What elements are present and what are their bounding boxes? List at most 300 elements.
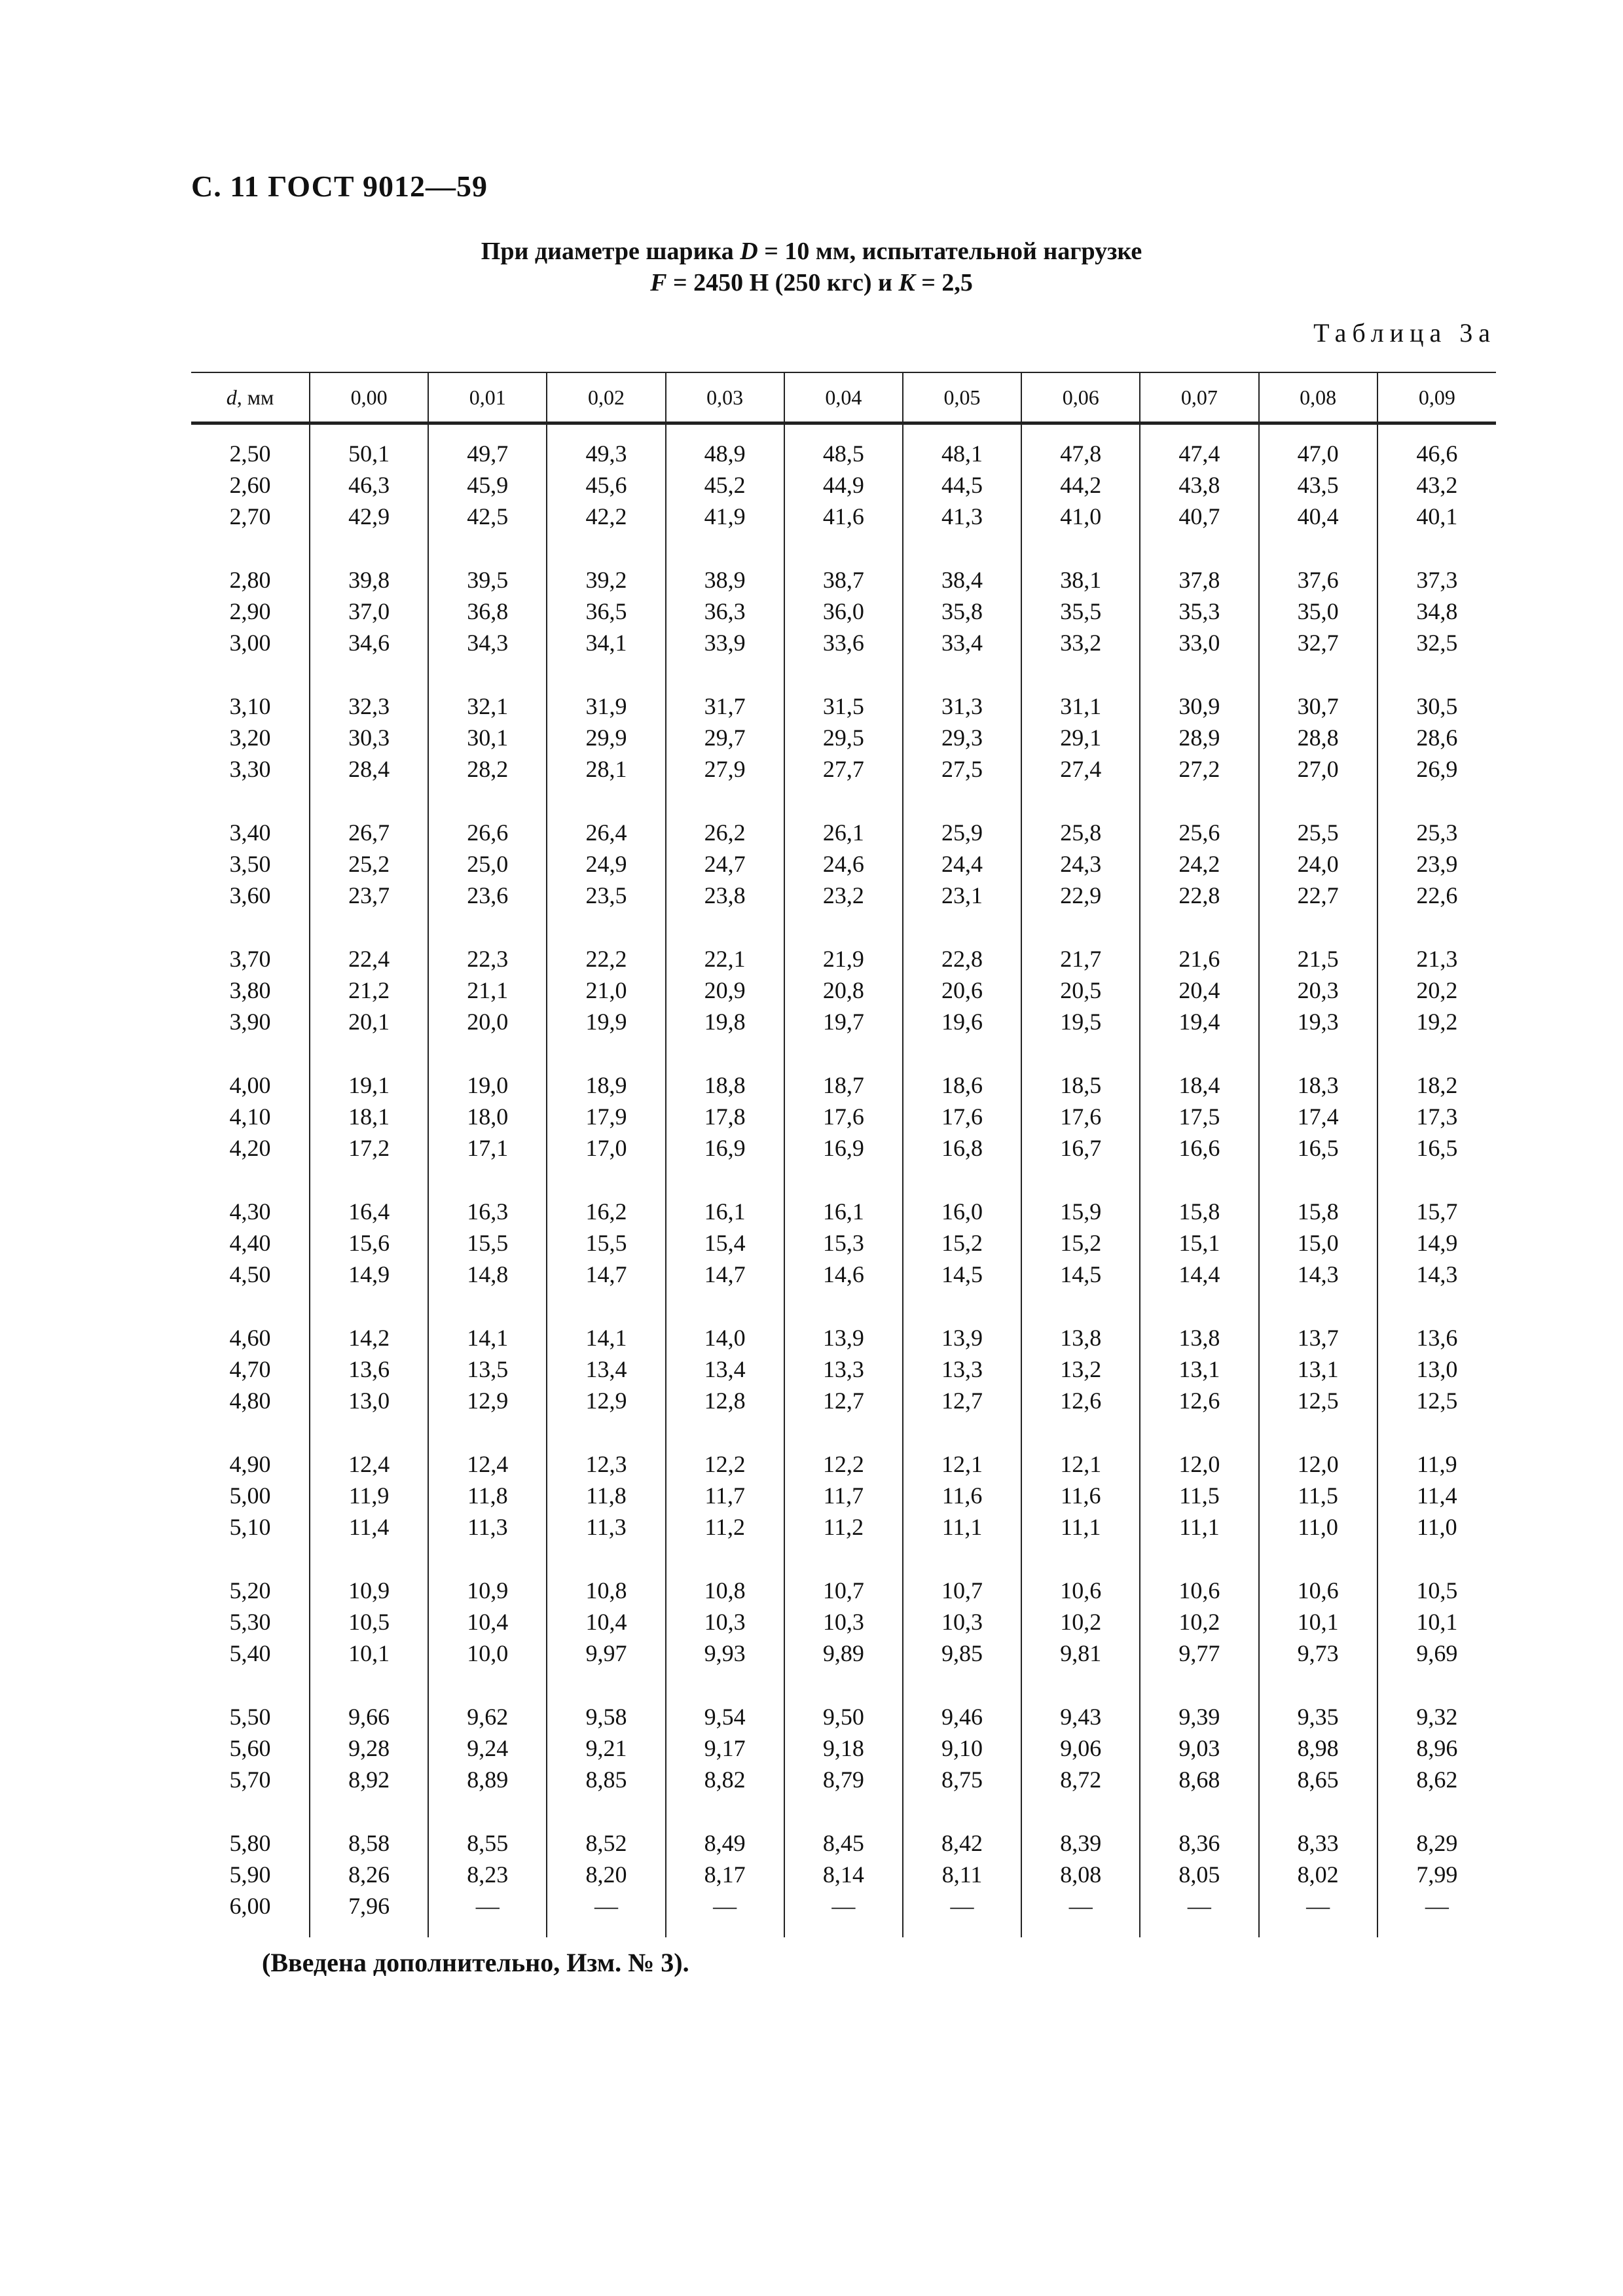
table-cell: 33,2	[1021, 627, 1140, 658]
row-label-cell: 5,90	[229, 1861, 271, 1888]
column-header: 0,05	[903, 372, 1021, 423]
table-cell: 15,9	[1021, 1196, 1140, 1227]
table-cell: 16,6	[1140, 1132, 1258, 1164]
table-cell: 15,5	[428, 1227, 547, 1259]
table-cell: 16,9	[666, 1132, 784, 1164]
table-cell: 13,4	[547, 1354, 665, 1385]
table-cell: 9,69	[1377, 1638, 1496, 1669]
table-cell: 11,4	[1377, 1480, 1496, 1511]
table-cell: —	[1259, 1890, 1377, 1922]
spacer-cell	[1021, 1416, 1140, 1448]
row-label-cell: 3,40	[229, 819, 271, 846]
table-cell: 9,58	[547, 1701, 665, 1732]
caption-mid: = 2450 Н (250 кгс) и	[666, 269, 899, 296]
spacer-cell	[1377, 911, 1496, 943]
table-cell: 7,99	[1377, 1859, 1496, 1890]
table-cell: 20,8	[784, 975, 903, 1006]
table-cell: 13,6	[1377, 1322, 1496, 1354]
table-cell: 29,9	[547, 722, 665, 753]
table-cell: 13,3	[784, 1354, 903, 1385]
table-cell: 10,1	[310, 1638, 428, 1669]
spacer-cell	[547, 1037, 665, 1069]
table-cell: 14,1	[547, 1322, 665, 1354]
spacer-cell	[191, 1290, 310, 1322]
table-cell: 17,6	[784, 1101, 903, 1132]
spacer-cell	[1259, 1416, 1377, 1448]
table-cell: 30,1	[428, 722, 547, 753]
table-cell: 9,03	[1140, 1732, 1258, 1764]
table-cell: 22,6	[1377, 880, 1496, 911]
table-cell: 14,3	[1259, 1259, 1377, 1290]
table-cell: 26,1	[784, 817, 903, 848]
table-cell: 40,7	[1140, 501, 1258, 532]
spacer-cell	[1021, 911, 1140, 943]
table-cell: 11,9	[1377, 1448, 1496, 1480]
table-cell: 26,9	[1377, 753, 1496, 785]
spacer-cell	[666, 1164, 784, 1196]
spacer-cell	[1259, 785, 1377, 817]
table-cell: 17,3	[1377, 1101, 1496, 1132]
table-cell: 20,3	[1259, 975, 1377, 1006]
spacer-cell	[547, 423, 665, 439]
spacer-cell	[1377, 785, 1496, 817]
table-cell: —	[666, 1890, 784, 1922]
table-label: Таблица 3а	[1313, 318, 1496, 348]
row-label-cell: 2,80	[229, 567, 271, 593]
spacer-cell	[1140, 785, 1258, 817]
spacer-cell	[428, 532, 547, 564]
table-cell: 45,6	[547, 469, 665, 501]
table-cell: 10,5	[310, 1606, 428, 1638]
table-cell: 14,9	[1377, 1227, 1496, 1259]
row-label-cell: 3,30	[229, 756, 271, 782]
spacer-cell	[547, 1416, 665, 1448]
spacer-cell	[547, 1543, 665, 1575]
table-row	[191, 469, 1496, 501]
spacer-cell	[1259, 911, 1377, 943]
row-label-cell: 5,80	[229, 1830, 271, 1856]
table-cell: 9,73	[1259, 1638, 1377, 1669]
table-cell: 11,0	[1377, 1511, 1496, 1543]
spacer-cell	[784, 423, 903, 439]
table-row	[191, 1732, 1496, 1764]
table-cell: 40,4	[1259, 501, 1377, 532]
table-cell: 29,3	[903, 722, 1021, 753]
table-cell: 21,0	[547, 975, 665, 1006]
table-cell: 16,3	[428, 1196, 547, 1227]
table-cell: 27,7	[784, 753, 903, 785]
spacer-cell	[428, 1669, 547, 1701]
table-cell: 31,5	[784, 691, 903, 722]
row-label-cell: 3,20	[229, 725, 271, 751]
table-cell: —	[1377, 1890, 1496, 1922]
table-cell: 8,98	[1259, 1732, 1377, 1764]
table-cell: 28,1	[547, 753, 665, 785]
spacer-cell	[1377, 1037, 1496, 1069]
group-spacer	[191, 911, 1496, 943]
spacer-cell	[1021, 1669, 1140, 1701]
table-cell: 23,7	[310, 880, 428, 911]
spacer-cell	[428, 1795, 547, 1827]
caption-prefix: При диаметре шарика	[481, 238, 740, 265]
table-cell: 8,29	[1377, 1827, 1496, 1859]
table-cell: 42,2	[547, 501, 665, 532]
spacer-cell	[903, 1669, 1021, 1701]
spacer-cell	[191, 911, 310, 943]
table-cell: 11,9	[310, 1480, 428, 1511]
table-cell: 20,6	[903, 975, 1021, 1006]
row-label-cell: 2,60	[229, 472, 271, 498]
table-row	[191, 564, 1496, 596]
table-cell: 18,0	[428, 1101, 547, 1132]
table-cell: 37,0	[310, 596, 428, 627]
spacer-cell	[310, 1543, 428, 1575]
table-cell: 15,2	[1021, 1227, 1140, 1259]
caption-suffix-2: = 2,5	[915, 269, 973, 296]
table-cell: 31,1	[1021, 691, 1140, 722]
spacer-cell	[666, 1037, 784, 1069]
table-cell: 10,8	[547, 1575, 665, 1606]
table-cell: —	[1021, 1890, 1140, 1922]
table-cell: 15,6	[310, 1227, 428, 1259]
table-cell: 23,2	[784, 880, 903, 911]
spacer-cell	[191, 423, 310, 439]
group-spacer	[191, 1669, 1496, 1701]
table-cell: 26,6	[428, 817, 547, 848]
spacer-cell	[1259, 1164, 1377, 1196]
table-cell: 17,6	[1021, 1101, 1140, 1132]
table-cell: 9,66	[310, 1701, 428, 1732]
table-cell: 37,8	[1140, 564, 1258, 596]
column-header: 0,01	[428, 372, 547, 423]
spacer-cell	[903, 1037, 1021, 1069]
table-cell: 27,0	[1259, 753, 1377, 785]
table-cell: 40,1	[1377, 501, 1496, 532]
spacer-cell	[784, 785, 903, 817]
table-cell: 29,7	[666, 722, 784, 753]
column-header: 0,03	[666, 372, 784, 423]
table-row	[191, 1259, 1496, 1290]
group-spacer	[191, 658, 1496, 691]
table-cell: 11,5	[1259, 1480, 1377, 1511]
group-spacer	[191, 423, 1496, 439]
table-cell: 8,45	[784, 1827, 903, 1859]
table-cell: 16,5	[1377, 1132, 1496, 1164]
row-label-cell: 4,90	[229, 1451, 271, 1477]
table-cell: 17,4	[1259, 1101, 1377, 1132]
table-cell: 41,0	[1021, 501, 1140, 532]
spacer-cell	[1140, 911, 1258, 943]
table-cell: 26,2	[666, 817, 784, 848]
table-row	[191, 753, 1496, 785]
table-cell: 15,7	[1377, 1196, 1496, 1227]
table-cell: 21,3	[1377, 943, 1496, 975]
spacer-cell	[1021, 1543, 1140, 1575]
table-cell: 9,28	[310, 1732, 428, 1764]
spacer-cell	[1140, 423, 1258, 439]
table-cell: 16,2	[547, 1196, 665, 1227]
table-cell: 16,7	[1021, 1132, 1140, 1164]
group-spacer	[191, 1037, 1496, 1069]
table-cell: 11,5	[1140, 1480, 1258, 1511]
table-cell: 34,1	[547, 627, 665, 658]
hardness-table	[191, 372, 1496, 1937]
table-cell: 28,8	[1259, 722, 1377, 753]
spacer-cell	[784, 1669, 903, 1701]
table-cell: 24,3	[1021, 848, 1140, 880]
table-row	[191, 1227, 1496, 1259]
caption-line-1	[0, 237, 1623, 266]
table-cell: 38,9	[666, 564, 784, 596]
table-cell: 11,8	[428, 1480, 547, 1511]
spacer-cell	[1259, 1037, 1377, 1069]
table-cell: 18,5	[1021, 1069, 1140, 1101]
spacer-cell	[428, 423, 547, 439]
table-cell: 28,9	[1140, 722, 1258, 753]
row-label-cell: 3,60	[229, 882, 271, 908]
table-cell: 18,7	[784, 1069, 903, 1101]
spacer-cell	[191, 785, 310, 817]
table-cell: 12,2	[666, 1448, 784, 1480]
spacer-cell	[310, 1164, 428, 1196]
table-cell: 12,1	[903, 1448, 1021, 1480]
table-cell: 27,9	[666, 753, 784, 785]
table-cell: 44,2	[1021, 469, 1140, 501]
spacer-cell	[784, 1543, 903, 1575]
table-row	[191, 1322, 1496, 1354]
spacer-cell	[784, 1795, 903, 1827]
caption-line-2	[0, 268, 1623, 297]
table-cell: 9,35	[1259, 1701, 1377, 1732]
spacer-cell	[1377, 1543, 1496, 1575]
table-cell: 13,0	[310, 1385, 428, 1416]
spacer-cell	[666, 911, 784, 943]
table-cell: 41,6	[784, 501, 903, 532]
spacer-cell	[903, 1416, 1021, 1448]
table-cell: 19,6	[903, 1006, 1021, 1037]
table-cell: 13,6	[310, 1354, 428, 1385]
spacer-cell	[191, 658, 310, 691]
spacer-cell	[428, 1164, 547, 1196]
table-cell: 9,81	[1021, 1638, 1140, 1669]
table-row	[191, 691, 1496, 722]
spacer-cell	[784, 658, 903, 691]
table-cell: 33,6	[784, 627, 903, 658]
table-cell: 17,6	[903, 1101, 1021, 1132]
table-cell: 43,2	[1377, 469, 1496, 501]
spacer-cell	[1259, 532, 1377, 564]
spacer-cell	[191, 1922, 310, 1937]
table-cell: 19,9	[547, 1006, 665, 1037]
table-cell: 31,3	[903, 691, 1021, 722]
spacer-cell	[428, 1543, 547, 1575]
table-cell: 8,42	[903, 1827, 1021, 1859]
table-cell: 8,11	[903, 1859, 1021, 1890]
table-cell: 14,7	[666, 1259, 784, 1290]
table-cell: 23,5	[547, 880, 665, 911]
row-label-cell: 4,00	[229, 1072, 271, 1098]
caption-suffix: = 10 мм, испытательной нагрузке	[757, 238, 1142, 265]
table-cell: 29,1	[1021, 722, 1140, 753]
spacer-cell	[1259, 658, 1377, 691]
table-cell: 17,0	[547, 1132, 665, 1164]
table-cell: 8,36	[1140, 1827, 1258, 1859]
spacer-cell	[1377, 658, 1496, 691]
table-cell: 27,2	[1140, 753, 1258, 785]
table-cell: 34,6	[310, 627, 428, 658]
table-cell: 12,3	[547, 1448, 665, 1480]
table-row	[191, 1480, 1496, 1511]
table-cell: 34,8	[1377, 596, 1496, 627]
table-cell: 10,3	[666, 1606, 784, 1638]
group-spacer	[191, 1290, 1496, 1322]
table-cell: —	[428, 1890, 547, 1922]
row-label-cell: 3,90	[229, 1009, 271, 1035]
table-cell: 8,02	[1259, 1859, 1377, 1890]
table-cell: 14,2	[310, 1322, 428, 1354]
table-cell: 25,0	[428, 848, 547, 880]
spacer-cell	[547, 658, 665, 691]
spacer-cell	[666, 1795, 784, 1827]
table-cell: 8,55	[428, 1827, 547, 1859]
spacer-cell	[428, 785, 547, 817]
table-cell: 10,3	[784, 1606, 903, 1638]
row-label-cell: 3,70	[229, 946, 271, 972]
table-cell: 38,7	[784, 564, 903, 596]
spacer-cell	[903, 911, 1021, 943]
spacer-cell	[310, 1290, 428, 1322]
spacer-cell	[1377, 532, 1496, 564]
table-cell: 8,92	[310, 1764, 428, 1795]
table-cell: 18,1	[310, 1101, 428, 1132]
table-cell: 10,1	[1377, 1606, 1496, 1638]
spacer-cell	[310, 1416, 428, 1448]
spacer-cell	[310, 1037, 428, 1069]
table-cell: 39,8	[310, 564, 428, 596]
table-cell: 35,5	[1021, 596, 1140, 627]
column-header: 0,02	[547, 372, 665, 423]
spacer-cell	[310, 1922, 428, 1937]
table-cell: 8,79	[784, 1764, 903, 1795]
table-cell: 13,0	[1377, 1354, 1496, 1385]
table-cell: 47,0	[1259, 438, 1377, 469]
table-cell: 8,49	[666, 1827, 784, 1859]
table-cell: 50,1	[310, 438, 428, 469]
row-label-cell: 4,60	[229, 1325, 271, 1351]
table-cell: 18,9	[547, 1069, 665, 1101]
table-cell: 11,2	[666, 1511, 784, 1543]
table-cell: 10,2	[1021, 1606, 1140, 1638]
table-cell: 30,5	[1377, 691, 1496, 722]
table-cell: 44,9	[784, 469, 903, 501]
spacer-cell	[547, 532, 665, 564]
table-cell: 8,05	[1140, 1859, 1258, 1890]
table-cell: 35,8	[903, 596, 1021, 627]
spacer-cell	[784, 532, 903, 564]
column-header: 0,00	[310, 372, 428, 423]
table-cell: 34,3	[428, 627, 547, 658]
row-label-cell: 5,70	[229, 1767, 271, 1793]
spacer-cell	[1259, 1290, 1377, 1322]
table-cell: 26,4	[547, 817, 665, 848]
table-cell: 33,0	[1140, 627, 1258, 658]
table-cell: 15,0	[1259, 1227, 1377, 1259]
table-row	[191, 596, 1496, 627]
spacer-cell	[666, 423, 784, 439]
spacer-cell	[547, 1290, 665, 1322]
group-spacer	[191, 1543, 1496, 1575]
spacer-cell	[428, 911, 547, 943]
table-cell: 8,82	[666, 1764, 784, 1795]
spacer-cell	[191, 1543, 310, 1575]
table-cell: 9,24	[428, 1732, 547, 1764]
table-cell: 15,3	[784, 1227, 903, 1259]
table-cell: 24,0	[1259, 848, 1377, 880]
table-cell: 9,85	[903, 1638, 1021, 1669]
spacer-cell	[310, 658, 428, 691]
row-label-cell: 4,40	[229, 1230, 271, 1256]
spacer-cell	[903, 532, 1021, 564]
table-row	[191, 438, 1496, 469]
table-cell: 17,8	[666, 1101, 784, 1132]
column-header: 0,09	[1377, 372, 1496, 423]
spacer-cell	[1021, 1164, 1140, 1196]
spacer-cell	[1021, 1922, 1140, 1937]
document-code: С. 11 ГОСТ 9012—59	[191, 170, 488, 203]
table-cell: 24,6	[784, 848, 903, 880]
table-cell: 10,4	[428, 1606, 547, 1638]
spacer-cell	[1021, 423, 1140, 439]
spacer-cell	[1259, 1795, 1377, 1827]
table-cell: 14,8	[428, 1259, 547, 1290]
table-cell: 9,18	[784, 1732, 903, 1764]
table-cell: 10,4	[547, 1606, 665, 1638]
table-cell: 8,96	[1377, 1732, 1496, 1764]
spacer-cell	[191, 532, 310, 564]
table-cell: 27,5	[903, 753, 1021, 785]
group-spacer	[191, 1922, 1496, 1937]
table-cell: 8,23	[428, 1859, 547, 1890]
table-cell: 12,0	[1140, 1448, 1258, 1480]
table-cell: 10,9	[428, 1575, 547, 1606]
spacer-cell	[784, 1164, 903, 1196]
spacer-cell	[547, 911, 665, 943]
column-header-unit: , мм	[236, 385, 274, 409]
table-cell: 14,5	[1021, 1259, 1140, 1290]
group-spacer	[191, 785, 1496, 817]
spacer-cell	[1021, 785, 1140, 817]
table-cell: 25,6	[1140, 817, 1258, 848]
table-cell: 13,2	[1021, 1354, 1140, 1385]
table-cell: —	[1140, 1890, 1258, 1922]
table-cell: 10,7	[903, 1575, 1021, 1606]
row-label-cell: 3,50	[229, 851, 271, 877]
spacer-cell	[547, 1922, 665, 1937]
spacer-cell	[191, 1795, 310, 1827]
table-cell: 23,9	[1377, 848, 1496, 880]
spacer-cell	[547, 1669, 665, 1701]
table-cell: 23,6	[428, 880, 547, 911]
spacer-cell	[1377, 423, 1496, 439]
caption-var-d: D	[740, 238, 758, 265]
table-cell: 12,9	[428, 1385, 547, 1416]
row-label-cell: 2,70	[229, 503, 271, 529]
table-cell: 16,9	[784, 1132, 903, 1164]
table-cell: 16,4	[310, 1196, 428, 1227]
spacer-cell	[1021, 1795, 1140, 1827]
table-cell: 9,93	[666, 1638, 784, 1669]
table-cell: 13,7	[1259, 1322, 1377, 1354]
